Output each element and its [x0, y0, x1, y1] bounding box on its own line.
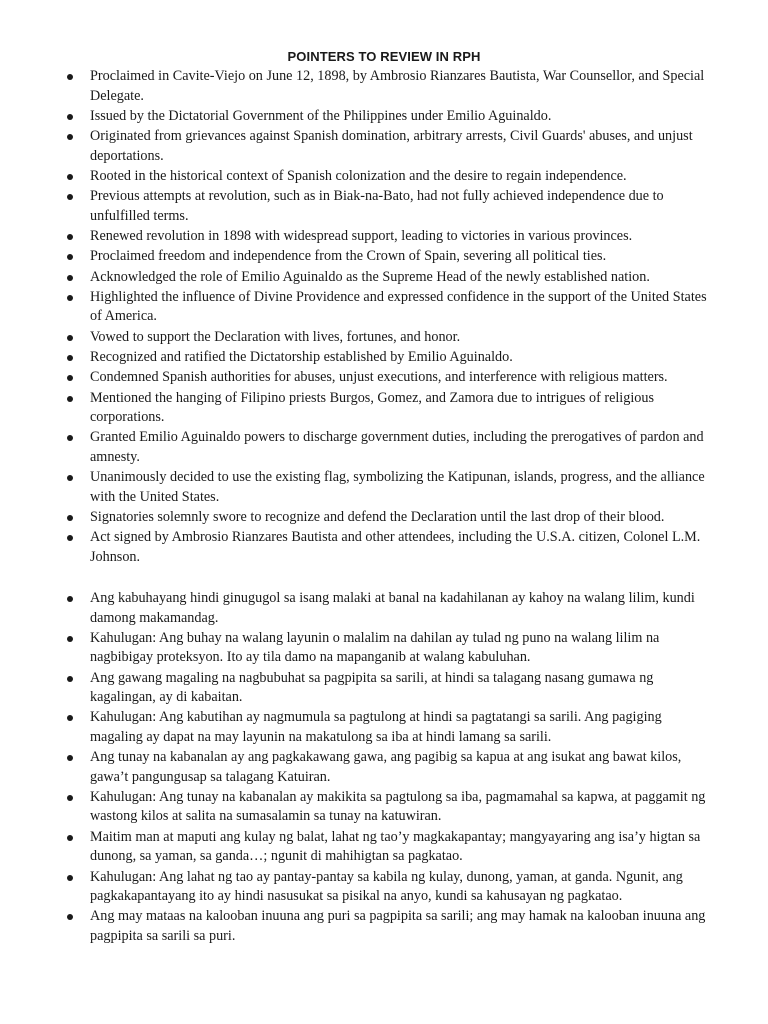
bullet-dot-icon — [67, 835, 73, 841]
bullet-item — [0, 828, 768, 867]
bullet-text: Mentioned the hanging of Filipino priests Burgos, Gomez, and Zamora due to intrigues of religious corporations. — [90, 389, 654, 426]
bullet-item — [0, 428, 768, 467]
bullet-item — [0, 528, 768, 567]
document-title: POINTERS TO REVIEW IN RPH — [287, 49, 481, 64]
bullet-text: Ang tunay na kabanalan ay ang pagkakawang gawa, ang pagibig sa kapua at ang isukat ang bawat kilos, gawa’t pangungusap sa talagang Katuiran. — [90, 749, 682, 785]
bullet-item — [0, 629, 768, 668]
bullet-item — [0, 247, 768, 267]
bullet-dot-icon — [67, 596, 73, 602]
bullet-dot-icon — [67, 795, 73, 801]
bullet-dot-icon — [67, 435, 73, 441]
bullet-dot-icon — [67, 355, 73, 361]
bullet-item — [0, 868, 768, 907]
bullet-dot-icon — [67, 515, 73, 521]
bullet-text: Renewed revolution in 1898 with widespread support, leading to victories in various provinces. — [90, 227, 633, 244]
bullet-text: Ang gawang magaling na nagbubuhat sa pagpipita sa sarili, at hindi sa talagang nasang gumawa ng kagalingan, ay di kabaitan. — [90, 669, 654, 706]
bullet-item — [0, 67, 768, 106]
bullet-dot-icon — [67, 375, 73, 381]
bullet-dot-icon — [67, 396, 73, 402]
bullet-dot-icon — [67, 275, 73, 281]
bullet-text: Unanimously decided to use the existing flag, symbolizing the Katipunan, islands, progress, and the alliance with the United States. — [90, 469, 705, 505]
bullet-dot-icon — [67, 335, 73, 341]
bullet-text: Kahulugan: Ang tunay na kabanalan ay makikita sa pagtulong sa iba, pagmamahal sa kapwa, at paggamit ng wastong kilos at salita na sumasalamin sa tunay na katuwiran. — [90, 788, 706, 825]
bullet-dot-icon — [67, 636, 73, 642]
bullet-text: Issued by the Dictatorial Government of the Philippines under Emilio Aguinaldo. — [90, 107, 552, 124]
bullet-dot-icon — [67, 295, 73, 301]
bullet-item — [0, 669, 768, 708]
bullet-item — [0, 187, 768, 226]
bullet-text: Kahulugan: Ang buhay na walang layunin o malalim na dahilan ay tulad ng puno na walang lilim na nagbibigay proteksyon. Ito ay tila damo na mapanganib at walang kabuluhan. — [90, 629, 660, 666]
bullet-item — [0, 708, 768, 747]
bullet-dot-icon — [67, 914, 73, 920]
bullet-item — [0, 907, 768, 946]
bullet-dot-icon — [67, 875, 73, 881]
bullet-text: Proclaimed freedom and independence from the Crown of Spain, severing all political ties. — [90, 248, 607, 265]
bullet-item — [0, 167, 768, 187]
bullet-item — [0, 348, 768, 368]
bullet-text: Ang may mataas na kalooban inuuna ang puri sa pagpipita sa sarili; ang may hamak na kalooban inuuna ang pagpipita sa sarili sa puri. — [90, 908, 706, 944]
bullet-item — [0, 268, 768, 288]
bullet-text: Signatories solemnly swore to recognize and defend the Declaration until the last drop of their blood. — [90, 508, 665, 525]
bullet-dot-icon — [67, 254, 73, 260]
bullet-item — [0, 389, 768, 428]
bullet-text: Recognized and ratified the Dictatorship established by Emilio Aguinaldo. — [90, 348, 513, 365]
bullet-item — [0, 328, 768, 348]
bullet-text: Originated from grievances against Spanish domination, arbitrary arrests, Civil Guards' abuses, and unjust deportations. — [90, 128, 693, 164]
bullet-dot-icon — [67, 535, 73, 541]
bullet-dot-icon — [67, 676, 73, 682]
bullet-text: Granted Emilio Aguinaldo powers to discharge government duties, including the prerogatives of pardon and amnesty. — [90, 429, 704, 465]
bullet-text: Vowed to support the Declaration with lives, fortunes, and honor. — [90, 328, 461, 345]
bullet-dot-icon — [67, 174, 73, 180]
bullet-text: Highlighted the influence of Divine Providence and expressed confidence in the support of the United States of America. — [90, 288, 707, 325]
bullet-dot-icon — [67, 715, 73, 721]
bullet-dot-icon — [67, 114, 73, 120]
bullet-item — [0, 288, 768, 327]
bullet-item — [0, 127, 768, 166]
bullet-text: Acknowledged the role of Emilio Aguinaldo as the Supreme Head of the newly established nation. — [90, 268, 650, 285]
bullet-text: Proclaimed in Cavite-Viejo on June 12, 1898, by Ambrosio Rianzares Bautista, War Counsellor, and Special Delegate. — [90, 68, 705, 104]
bullet-dot-icon — [67, 475, 73, 481]
bullet-list-filipino — [0, 589, 768, 947]
bullet-text: Act signed by Ambrosio Rianzares Bautista and other attendees, including the U.S.A. citizen, Colonel L.M. Johnson. — [90, 529, 701, 565]
bullet-text: Kahulugan: Ang lahat ng tao ay pantay-pantay sa kabila ng kulay, dunong, yaman, at ganda. Ngunit, ang pagkakapantayang ito ay hindi nasusukat sa pisikal na anyo, kundi sa kahusayan ng pagkatao. — [90, 868, 683, 905]
bullet-text: Rooted in the historical context of Spanish colonization and the desire to regain independence. — [90, 167, 627, 184]
bullet-text: Kahulugan: Ang kabutihan ay nagmumula sa pagtulong at hindi sa pagtatangi sa sarili. Ang pagiging magaling ay dapat na may layunin na makatulong sa iba at hindi lamang sa sarili. — [90, 709, 662, 745]
bullet-text: Maitim man at maputi ang kulay ng balat, lahat ng tao’y magkakapantay; mangyayaring ang isa’y higtan sa dunong, sa yaman, sa ganda…; ngunit di mahihigtan sa pagkatao. — [90, 828, 701, 865]
bullet-text: Ang kabuhayang hindi ginugugol sa isang malaki at banal na kadahilanan ay kahoy na walang lilim, kundi damong makamandag. — [90, 590, 695, 626]
bullet-item — [0, 107, 768, 127]
bullet-dot-icon — [67, 755, 73, 761]
bullet-item — [0, 788, 768, 827]
bullet-dot-icon — [67, 74, 73, 80]
bullet-list-english — [0, 67, 768, 568]
bullet-item — [0, 589, 768, 628]
bullet-dot-icon — [67, 194, 73, 200]
bullet-text: Previous attempts at revolution, such as in Biak-na-Bato, had not fully achieved independence due to unfulfilled terms. — [90, 188, 664, 224]
bullet-dot-icon — [67, 134, 73, 140]
bullet-item — [0, 508, 768, 528]
bullet-item — [0, 227, 768, 247]
bullet-item — [0, 748, 768, 787]
bullet-text: Condemned Spanish authorities for abuses, unjust executions, and interference with religious matters. — [90, 369, 668, 386]
bullet-dot-icon — [67, 234, 73, 240]
bullet-item — [0, 468, 768, 507]
bullet-item — [0, 368, 768, 388]
